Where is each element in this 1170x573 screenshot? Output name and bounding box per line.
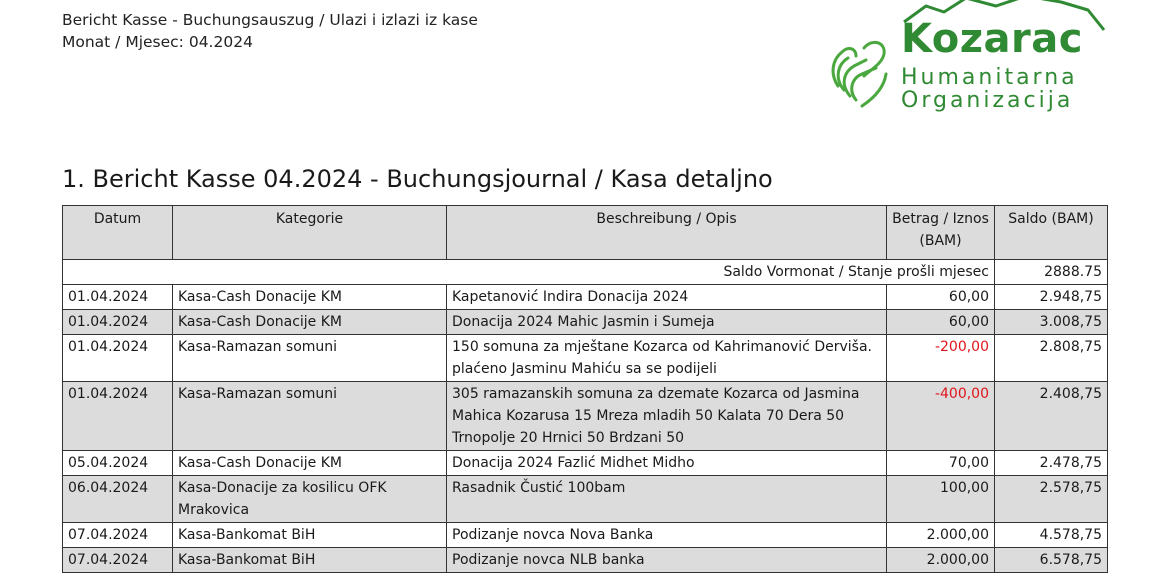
- table-row: [63, 382, 1108, 451]
- cell-balance: 2.808,75: [995, 335, 1108, 382]
- cell-description: Podizanje novca NLB banka: [447, 548, 887, 573]
- cell-balance: 6.578,75: [995, 548, 1108, 573]
- cell-balance: 4.578,75: [995, 523, 1108, 548]
- cell-description: 150 somuna za mještane Kozarca od Kahrimanović Derviša. plaćeno Jasminu Mahiću sa se podijeli: [447, 335, 887, 382]
- cell-amount: 2.000,00: [887, 548, 995, 573]
- table-row: [63, 285, 1108, 310]
- table-row: [63, 451, 1108, 476]
- opening-balance-value: 2888.75: [995, 260, 1108, 285]
- cell-balance: 2.948,75: [995, 285, 1108, 310]
- table-row: [63, 548, 1108, 573]
- cell-balance: 3.008,75: [995, 310, 1108, 335]
- logo-subtitle-line2: Organizacija: [901, 88, 1074, 113]
- cell-amount: 60,00: [887, 285, 995, 310]
- cell-date: 01.04.2024: [63, 285, 173, 310]
- cell-balance: 2.478,75: [995, 451, 1108, 476]
- cell-amount: 70,00: [887, 451, 995, 476]
- cell-category: Kasa-Ramazan somuni: [173, 382, 447, 451]
- table-header-row: [63, 206, 1108, 260]
- cell-date: 01.04.2024: [63, 335, 173, 382]
- cell-description: Kapetanović Indira Donacija 2024: [447, 285, 887, 310]
- cell-amount: -200,00: [887, 335, 995, 382]
- column-header-category: Kategorie: [173, 206, 447, 260]
- cell-category: Kasa-Cash Donacije KM: [173, 285, 447, 310]
- report-month: Monat / Mjesec: 04.2024: [62, 33, 253, 51]
- logo-subtitle-line1: Humanitarna: [901, 65, 1078, 90]
- cell-category: Kasa-Bankomat BiH: [173, 523, 447, 548]
- cell-amount: 60,00: [887, 310, 995, 335]
- table-row: [63, 310, 1108, 335]
- cell-description: Podizanje novca Nova Banka: [447, 523, 887, 548]
- cell-date: 01.04.2024: [63, 310, 173, 335]
- cell-date: 01.04.2024: [63, 382, 173, 451]
- cell-description: Rasadnik Čustić 100bam: [447, 476, 887, 523]
- journal-body: [63, 260, 1108, 573]
- logo-title: Kozarac: [901, 16, 1083, 62]
- cell-amount: -400,00: [887, 382, 995, 451]
- journal-table: [62, 205, 1108, 573]
- report-title: Bericht Kasse - Buchungsauszug / Ulazi i izlazi iz kase: [62, 11, 478, 29]
- cell-description: Donacija 2024 Mahic Jasmin i Sumeja: [447, 310, 887, 335]
- table-row: [63, 476, 1108, 523]
- cell-category: Kasa-Cash Donacije KM: [173, 451, 447, 476]
- cell-date: 05.04.2024: [63, 451, 173, 476]
- cell-description: Donacija 2024 Fazlić Midhet Midho: [447, 451, 887, 476]
- cell-date: 07.04.2024: [63, 523, 173, 548]
- opening-balance-row: [63, 260, 1108, 285]
- logo-subtitle: [901, 66, 1078, 112]
- column-header-description: Beschreibung / Opis: [447, 206, 887, 260]
- opening-balance-label: Saldo Vormonat / Stanje prošli mjesec: [63, 260, 995, 285]
- report-header: [62, 9, 478, 53]
- cell-category: Kasa-Cash Donacije KM: [173, 310, 447, 335]
- cell-date: 06.04.2024: [63, 476, 173, 523]
- cell-date: 07.04.2024: [63, 548, 173, 573]
- column-header-balance: Saldo (BAM): [995, 206, 1108, 260]
- cell-balance: 2.408,75: [995, 382, 1108, 451]
- cell-category: Kasa-Bankomat BiH: [173, 548, 447, 573]
- cell-category: Kasa-Ramazan somuni: [173, 335, 447, 382]
- cell-balance: 2.578,75: [995, 476, 1108, 523]
- table-row: [63, 523, 1108, 548]
- column-header-amount: Betrag / Iznos (BAM): [887, 206, 995, 260]
- cell-description: 305 ramazanskih somuna za dzemate Kozarca od Jasmina Mahica Kozarusa 15 Mreza mladih 50 Kalata 70 Dera 50 Trnopolje 20 Hrnici 50 Brdzani 50: [447, 382, 887, 451]
- table-row: [63, 335, 1108, 382]
- hands-heart-icon: [826, 26, 896, 116]
- cell-amount: 100,00: [887, 476, 995, 523]
- organization-logo: [826, 0, 1116, 120]
- cell-category: Kasa-Donacije za kosilicu OFK Mrakovica: [173, 476, 447, 523]
- section-title: 1. Bericht Kasse 04.2024 - Buchungsjournal / Kasa detaljno: [62, 165, 773, 193]
- cell-amount: 2.000,00: [887, 523, 995, 548]
- column-header-date: Datum: [63, 206, 173, 260]
